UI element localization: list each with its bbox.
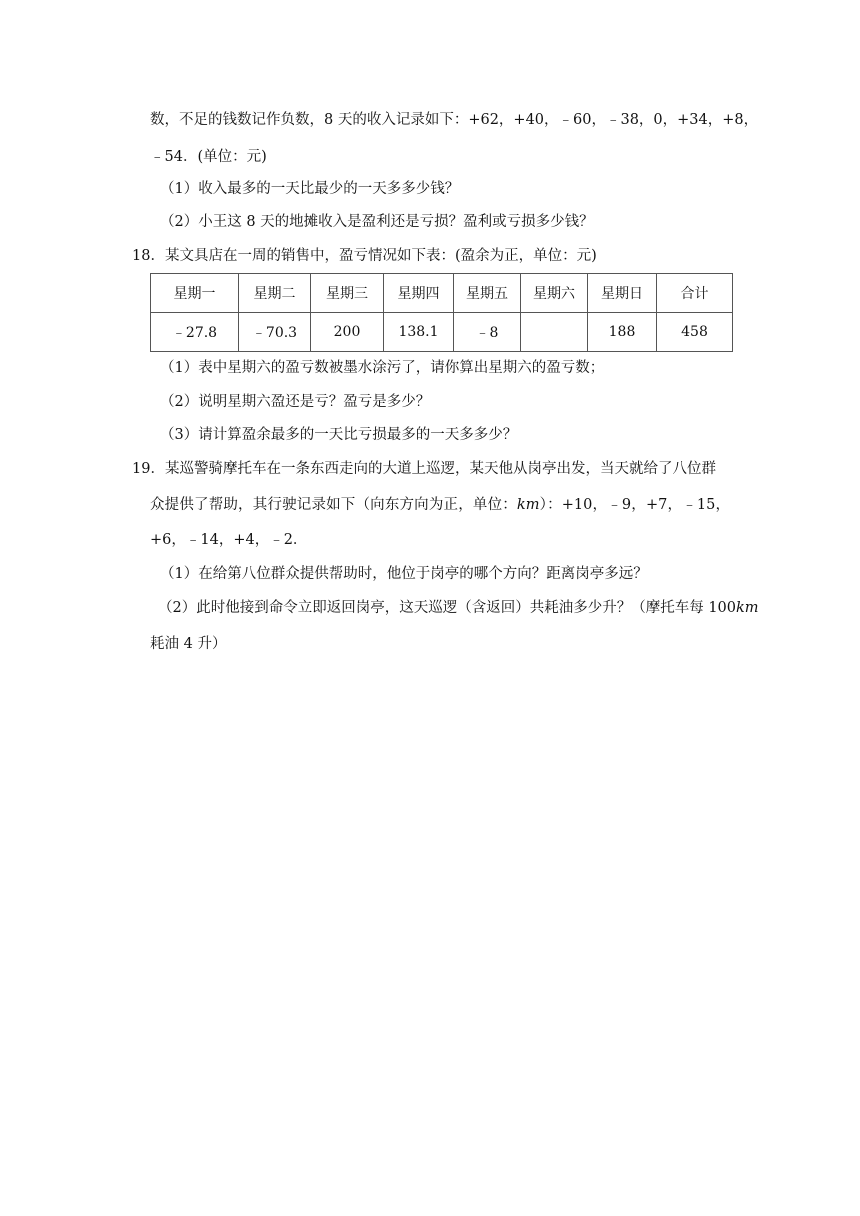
q19-stem-records: ）：+10，﹣9，+7，﹣15，	[539, 497, 730, 513]
q19-stem-text: 众提供了帮助，其行驶记录如下（向东方向为正，单位：	[150, 497, 517, 513]
q19-sub-question-2	[158, 598, 759, 618]
header-cell: 星期六	[521, 274, 588, 313]
header-cell: 星期日	[588, 274, 657, 313]
value-cell: ﹣8	[454, 313, 521, 352]
q17-sub-question-1: （1）收入最多的一天比最少的一天多多少钱？	[160, 181, 460, 197]
sales-table	[150, 273, 733, 352]
q18-sub-question-2: （2）说明星期六盈还是亏？盈亏是多少？	[160, 394, 431, 410]
value-cell: 200	[311, 313, 384, 352]
table-row	[151, 313, 733, 352]
q17-data-line: 数，不足的钱数记作负数，8 天的收入记录如下：+62，+40，﹣60，﹣38，0，+34，+8，	[150, 112, 759, 128]
value-cell-blank	[521, 313, 588, 352]
header-cell: 合计	[657, 274, 733, 313]
q19-stem-line-1: 19．某巡警骑摩托车在一条东西走向的大道上巡逻，某天他从岗亭出发，当天就给了八位群	[132, 461, 716, 477]
header-cell: 星期五	[454, 274, 521, 313]
q18-stem: 18．某文具店在一周的销售中，盈亏情况如下表：(盈余为正，单位：元)	[132, 248, 597, 264]
q19-sub-question-1: （1）在给第八位群众提供帮助时，他位于岗亭的哪个方向？距离岗亭多远？	[160, 566, 648, 582]
table-header-row	[151, 274, 733, 313]
unit-km: km	[516, 497, 540, 513]
q18-sub-question-3: （3）请计算盈余最多的一天比亏损最多的一天多多少？	[160, 427, 518, 443]
q17-sub-question-2: （2）小王这 8 天的地摊收入是盈利还是亏损？盈利或亏损多少钱？	[160, 214, 594, 230]
q18-sub-question-1: （1）表中星期六的盈亏数被墨水涂污了，请你算出星期六的盈亏数；	[160, 360, 605, 376]
value-cell: ﹣27.8	[151, 313, 239, 352]
q19-stem-line-2	[150, 495, 730, 515]
q19-sub2-text: （2）此时他接到命令立即返回岗亭，这天巡逻（含返回）共耗油多少升？（摩托车每 100	[158, 600, 737, 616]
q19-sub-question-2-end: 耗油 4 升）	[150, 636, 227, 652]
header-cell: 星期二	[239, 274, 311, 313]
value-cell: ﹣70.3	[239, 313, 311, 352]
value-cell: 188	[588, 313, 657, 352]
header-cell: 星期三	[311, 274, 384, 313]
unit-km: km	[736, 600, 759, 616]
q19-stem-line-3: +6，﹣14，+4，﹣2．	[150, 532, 308, 548]
value-cell: 138.1	[384, 313, 454, 352]
header-cell: 星期一	[151, 274, 239, 313]
header-cell: 星期四	[384, 274, 454, 313]
q17-data-line-end: ﹣54．(单位：元)	[150, 149, 267, 165]
value-cell: 458	[657, 313, 733, 352]
